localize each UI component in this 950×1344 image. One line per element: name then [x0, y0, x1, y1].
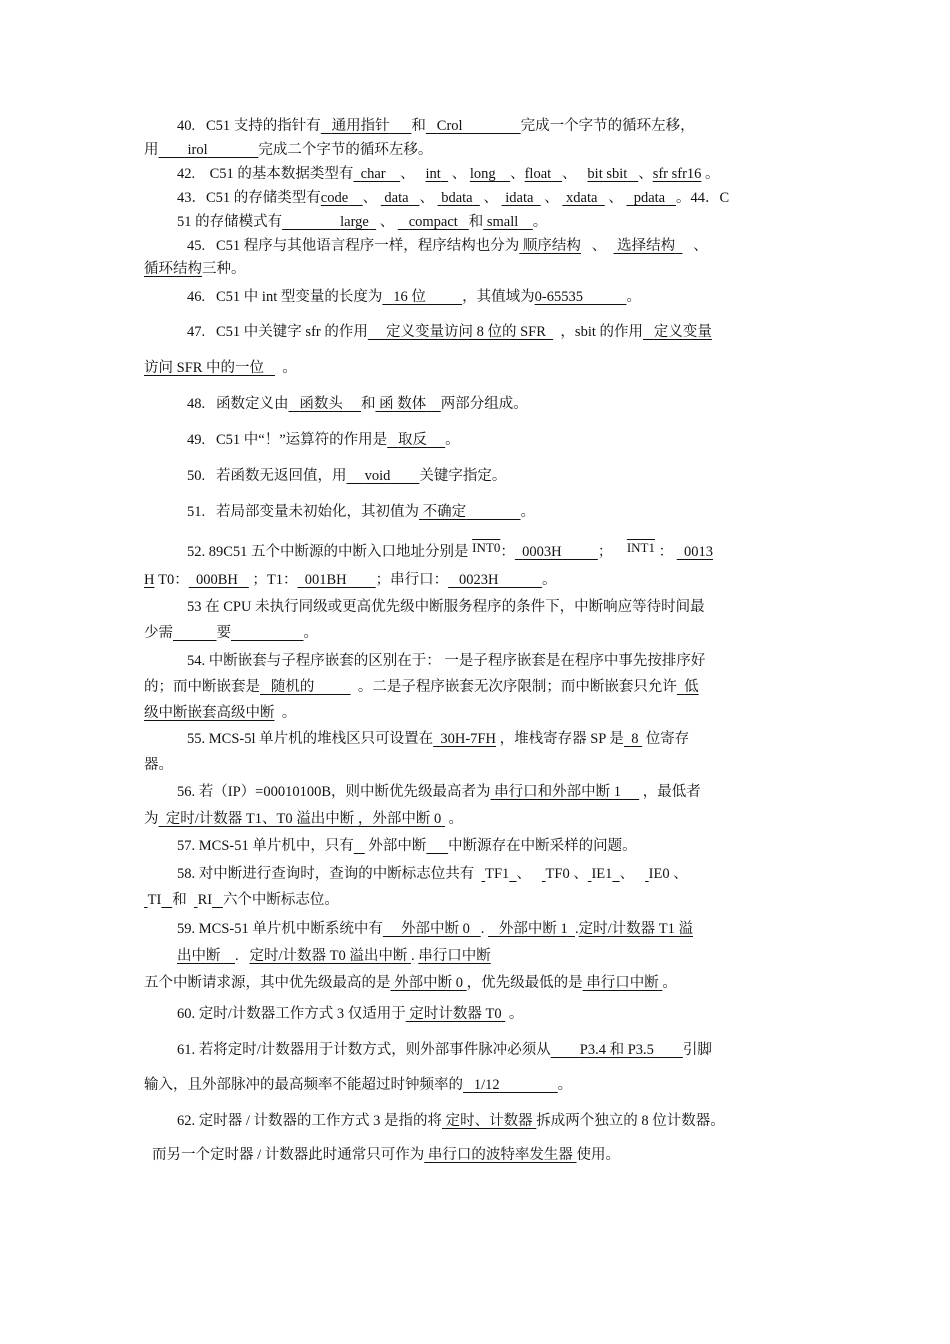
q42-line: 42. C51 的基本数据类型有 char 、 int 、 long 、float 、 bit sbit 、sfr sfr16 。 — [177, 166, 720, 182]
q40-line2: 用 irol 完成二个字节的循环左移。 — [144, 142, 433, 158]
q55-line2: 器。 — [144, 757, 173, 773]
q54-line2: 的；而中断嵌套是 随机的 。二是子程序嵌套无次序限制；而中断嵌套只允许 低 — [144, 679, 699, 695]
q52-line2: H T0： 000BH ；T1： 001BH ；串行口： 0023H 。 — [144, 572, 557, 588]
q40-line1: 40. C51 支持的指针有 通用指针 和 Crol 完成一个字节的循环左移， — [177, 118, 695, 134]
q47-line2: 访问 SFR 中的一位 。 — [144, 360, 297, 376]
q49-line: 49. C51 中“！”运算符的作用是 取反 。 — [187, 432, 460, 448]
q58-line1: 58. 对中断进行查询时，查询的中断标志位共有 TF1 、 TF0 、 IE1 、 IE0 、 — [177, 866, 688, 882]
q51-line: 51. 若局部变量未初始化，其初值为 不确定 。 — [187, 504, 535, 520]
q56-line2: 为 定时/计数器 T1、T0 溢出中断 ，外部中断 0 。 — [144, 811, 463, 827]
q58-line2: TI 和 RI 六个中断标志位。 — [147, 892, 339, 908]
q61-line2: 输入，且外部脉冲的最高频率不能超过时钟频率的 1/12 。 — [144, 1077, 573, 1093]
q59-line2: 出中断 . 定时/计数器 T0 溢出中断 . 串行口中断 — [177, 948, 491, 964]
q59-line1: 59. MCS-51 单片机中断系统中有 外部中断 0 . 外部中断 1 .定时/计数器 T1 溢 — [177, 921, 693, 937]
q48-line: 48. 函数定义由 函数头 和 函 数体 两部分组成。 — [187, 396, 528, 412]
q60-line: 60. 定时/计数器工作方式 3 仅适用于 定时计数器 T0 。 — [177, 1006, 524, 1022]
q45-line1: 45. C51 程序与其他语言程序一样，程序结构也分为 顺序结构 、 选择结构 、 — [187, 238, 708, 254]
q53-line2: 少需 要 。 — [144, 625, 318, 641]
q59-line3: 五个中断请求源，其中优先级最高的是 外部中断 0 ，优先级最低的是 串行口中断 。 — [144, 975, 677, 991]
q46-line: 46. C51 中 int 型变量的长度为 16 位 ，其值域为0-65535 。 — [187, 289, 641, 305]
q54-line3: 级中断嵌套高级中断 。 — [144, 705, 297, 721]
q52-line1: 52. 89C51 五个中断源的中断入口地址分别是 INT0： 0003H ； INT1 ： 0013 — [187, 540, 713, 560]
q44-line: 51 的存储模式有 large 、 compact 和 small 。 — [177, 214, 548, 230]
q55-line1: 55. MCS-5l 单片机的堆栈区只可设置在 30H-7FH ，堆栈寄存器 SP 是 8 位寄存 — [187, 731, 690, 747]
q54-line1: 54. 中断嵌套与子程序嵌套的区别在于： 一是子程序嵌套是在程序中事先按排序好 — [187, 653, 706, 669]
q57-line: 57. MCS-51 单片机中，只有 外部中断 中断源存在中断采样的问题。 — [177, 838, 637, 854]
q61-line1: 61. 若将定时/计数器用于计数方式，则外部事件脉冲必须从 P3.4 和 P3.5 引脚 — [177, 1042, 712, 1058]
q62-line1: 62. 定时器 / 计数器的工作方式 3 是指的将 定时、计数器 拆成两个独立的 8 位计数器。 — [177, 1113, 725, 1129]
q62-line2: 而另一个定时器 / 计数器此时通常只可作为 串行口的波特率发生器 使用。 — [152, 1147, 621, 1163]
q53-line1: 53 在 CPU 未执行同级或更高优先级中断服务程序的条件下，中断响应等待时间最 — [187, 599, 705, 615]
q45-line2: 循环结构三种。 — [144, 261, 246, 277]
q56-line1: 56. 若（IP）=00010100B，则中断优先级最高者为 串行口和外部中断 1 ，最低者 — [177, 784, 701, 800]
q47-line1: 47. C51 中关键字 sfr 的作用 定义变量访问 8 位的 SFR ，sbit 的作用 定义变量 — [187, 324, 712, 340]
q50-line: 50. 若函数无返回值，用 void 关键字指定。 — [187, 468, 507, 484]
q43-line: 43．C51 的存储类型有code 、 data 、 bdata 、 idata 、 xdata 、 pdata 。44．C — [177, 190, 730, 206]
